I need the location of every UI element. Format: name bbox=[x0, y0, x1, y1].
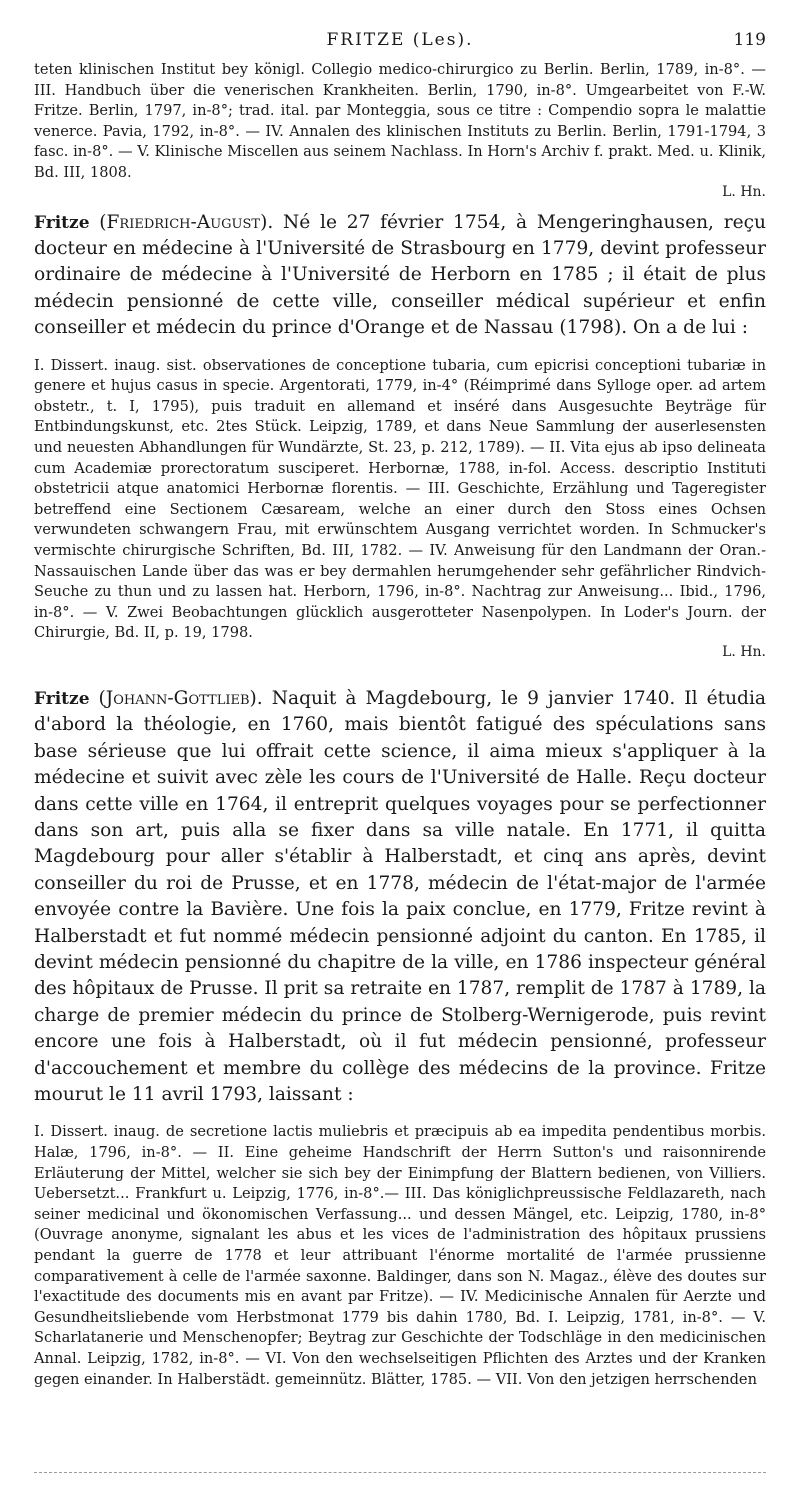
entry-works: I. Dissert. inaug. sist. observationes de conceptione tubaria, cum epicrisi conceptioni tubariæ in genere et hujus casus in specie. Argentorati, 1779, in-4° (Réimprimé dans Sylloge oper. ad artem obstetr., t. I, 1795), puis traduit en allemand et inséré dans Ausgesuchte Beyträge für Entbindungskunst, etc. 2tes Stück. Leipzig, 1789, et dans Neue Sammlung der auserlesensten und neuesten Abhandlungen für Wundärzte, St. 23, p. 212, 1789). — II. Vita ejus ab ipso delineata cum Academiæ prorectoratum susciperet. Herbornæ, 1788, in-fol. Access. descriptio Instituti obstetricii atque anatomici Herbornæ florentis. — III. Geschichte, Erzählung und Tageregister betreffend eine Sectionem Cæsaream, welche an einer durch den Stoss eines Ochsen verwundeten schwangern Frau, mit erwünschtem Ausgang verrichtet worden. In Schmucker's vermischte chirurgische Schriften, Bd. III, 1782. — IV. Anweisung für den Landmann der Oran.-Nassauischen Lande über das was er bey dermahlen herumgehender sehr gefährlicher Rindvich-Seuche zu thun und zu lassen hat. Herborn, 1796, in-8°. Nachtrag zur Anweisung... Ibid., 1796, in-8°. — V. Zwei Beobachtungen glücklich ausgerotteter Nasenpolypen. In Loder's Journ. der Chirurgie, Bd. II, p. 19, 1798. bbox=[34, 356, 766, 642]
entry-given-names: (Johann-Gottlieb). bbox=[98, 687, 263, 709]
entry-works: I. Dissert. inaug. de secretione lactis muliebris et præcipuis ab ea impedita pendentibus morbis. Halæ, 1796, in-8°. — II. Eine geheime Handschrift der Herrn Sutton's und raisonnirende Erläuterung der Mittel, welcher sie sich bey der Einimpfung der Blattern bedienen, von Villiers. Uebersetzt... Frankfurt u. Leipzig, 1776, in-8°.— III. Das königlichpreussische Feldlazareth, nach seiner medicinal und ökonomischen Verfassung... und dessen Mängel, etc. Leipzig, 1780, in-8° (Ouvrage anonyme, signalant les abus et les vices de l'administration des hôpitaux prussiens pendant la guerre de 1778 et leur attribuant l'énorme mortalité de l'armée prussienne comparativement à celle de l'armée saxonne. Baldinger, dans son N. Magaz., élève des doutes sur l'exactitude des documents mis en avant par Fritze). — IV. Medicinische Annalen für Aerzte und Gesundheitsliebende vom Herbstmonat 1779 bis dahin 1780, Bd. I. Leipzig, 1781, in-8°. — V. Scharlatanerie und Menschenopfer; Beytrag zur Geschichte der Todschläge in den medicinischen Annal. Leipzig, 1782, in-8°. — VI. Von den wechselseitigen Pflichten des Arztes und der Kranken gegen einander. In Halberstädt. gemeinnütz. Blätter, 1785. — VII. Von den jetzigen herrschenden bbox=[34, 1123, 766, 1388]
entry-name: Fritze bbox=[34, 212, 90, 233]
running-header bbox=[34, 30, 766, 60]
entry-fritze-friedrich-august bbox=[34, 210, 766, 342]
page-number: 119 bbox=[733, 30, 766, 50]
entry-fritze-johann-gottlieb bbox=[34, 686, 766, 1109]
entry-biography: Naquit à Magdebourg, le 9 janvier 1740. Il étudia d'abord la théologie, en 1760, mais bientôt fatigué des spéculations sans base sérieuse que lui offrait cette science, il aima mieux s'appliquer à la médecine et suivit avec zèle les cours de l'Université de Halle. Reçu docteur dans cette ville en 1764, il entreprit quelques voyages pour se perfectionner dans son art, puis alla se fixer dans sa ville natale. En 1771, il quitta Magdebourg pour aller s'établir à Halberstadt, et cinq ans après, devint conseiller du roi de Prusse, et en 1778, médecin de l'état-major de l'armée envoyée contre la Bavière. Une fois la paix conclue, en 1779, Fritze revint à Halberstadt et fut nommé médecin pensionné adjoint du canton. En 1785, il devint médecin pensionné du chapitre de la ville, en 1786 inspecteur général des hôpitaux de Prusse. Il prit sa retraite en 1787, remplit de 1787 à 1789, la charge de premier médecin du prince de Stolberg-Wernigerode, puis revint encore une fois à Halberstadt, où il fut médecin pensionné, professeur d'accouchement et membre du collège des médecins de la province. Fritze mourut le 11 avril 1793, laissant : bbox=[34, 687, 766, 1105]
entry-signature: L. Hn. bbox=[722, 643, 766, 660]
entry-biography: Né le 27 février 1754, à Mengeringhausen, reçu docteur en médecine à l'Université de Strasbourg en 1779, devint professeur ordinaire de médecine à l'Université de Herborn en 1785 ; il était de plus médecin pensionné de cette ville, conseiller médical supérieur et enfin conseiller et médecin du prince d'Orange et de Nassau (1798). On a de lui : bbox=[34, 211, 766, 339]
header-title: FRITZE (Les). bbox=[326, 30, 474, 50]
carryover-text: teten klinischen Institut bey königl. Collegio medico-chirurgico zu Berlin. Berlin, 1789, in-8°. — III. Handbuch über die venerischen Krankheiten. Berlin, 1790, in-8°. Umgearbeitet von F.-W. Fritze. Berlin, 1797, in-8°; trad. ital. par Monteggia, sous ce titre : Compendio sopra le malattie venerce. Pavia, 1792, in-8°. — IV. Annalen des klinischen Instituts zu Berlin. Berlin, 1791-1794, 3 fasc. in-8°. — V. Klinische Miscellen aus seinem Nachlass. In Horn's Archiv f. prakt. Med. u. Klinik, Bd. III, 1808. bbox=[34, 61, 766, 181]
entry-name: Fritze bbox=[34, 688, 90, 709]
footer-rule bbox=[34, 1472, 766, 1473]
carryover-signature: L. Hn. bbox=[722, 183, 766, 200]
entry-given-names: (Friedrich-August). bbox=[99, 211, 274, 233]
